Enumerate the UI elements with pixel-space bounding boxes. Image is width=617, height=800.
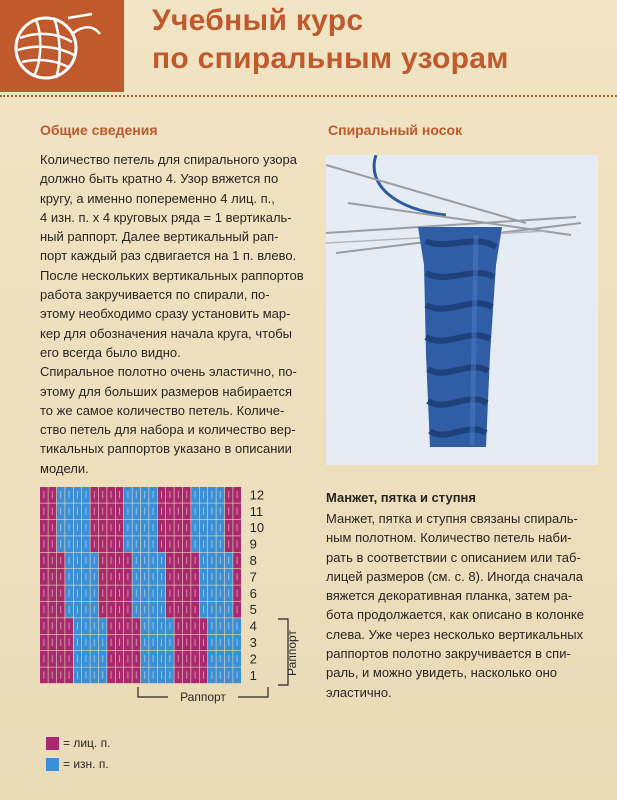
legend-knit (46, 736, 110, 750)
general-line: этому для больших размеров набирается (40, 383, 293, 399)
general-line: этому необходимо сразу установить мар- (40, 306, 291, 322)
general-line: Количество петель для спирального узора (40, 152, 297, 167)
cuff-text (326, 509, 598, 702)
legend-purl (46, 757, 109, 771)
chart-grid (40, 487, 241, 683)
general-heading: Общие сведения (40, 122, 158, 138)
knit-swatch (46, 737, 59, 750)
row-number: 9 (249, 536, 257, 552)
row-number: 7 (249, 569, 257, 585)
cuff-line: лицей размеров (см. с. 8). Иногда сначала (326, 568, 583, 584)
general-line: работа закручивается по спирали, по- (40, 287, 270, 303)
general-line: Спиральное полотно очень эластично, по- (40, 364, 297, 380)
row-number: 3 (249, 635, 257, 650)
page-title (152, 2, 612, 78)
general-text (40, 150, 308, 478)
cuff-line: эластично. (326, 684, 392, 700)
general-line: 4 изн. п. х 4 круговых ряда = 1 вертикаль- (40, 209, 292, 225)
cuff-line: раппортов полотно закручивается в спи- (326, 646, 571, 662)
page-title-line-1: Учебный курс (152, 4, 364, 37)
general-line: кругу, а именно попеременно 4 лиц. п., (40, 190, 275, 206)
sock-photo (326, 155, 598, 465)
row-number: 8 (249, 553, 257, 568)
general-line: После нескольких вертикальных раппортов (40, 267, 304, 283)
yarn-ball-icon (6, 4, 102, 88)
general-line: порт каждый раз сдвигается на 1 п. влево. (40, 248, 297, 264)
general-line: ство петель для набора и количество вер- (40, 422, 296, 438)
cuff-heading: Манжет, пятка и ступня (326, 490, 476, 505)
vertical-rapport-label: Раппорт (285, 630, 299, 676)
cuff-line: слева. Уже через несколько вертикальных (326, 626, 584, 642)
row-number: 6 (249, 585, 257, 601)
cuff-line: вяжется декоративная планка, затем ра- (326, 588, 573, 604)
cuff-line: Манжет, пятка и ступня связаны спираль- (326, 511, 578, 526)
row-number: 5 (249, 602, 257, 618)
general-line: должно быть кратно 4. Узор вяжется по (40, 171, 279, 187)
general-line: его всегда было видно. (40, 344, 181, 360)
logo-box (0, 0, 124, 92)
row-number: 11 (249, 503, 264, 519)
cuff-line: раль, и можно увидеть, насколько оно (326, 665, 558, 681)
purl-swatch (46, 758, 59, 771)
spiral-stripe (426, 273, 494, 277)
cuff-line: рать в соответствии с описанием или таб- (326, 549, 581, 565)
cuff-line: ным полотном. Количество петель наби- (326, 530, 572, 546)
general-line: тикальных раппортов указано в описании (40, 441, 292, 457)
row-number: 10 (249, 520, 265, 536)
row-number: 4 (249, 618, 257, 634)
general-line: кер для обозначения начала круга, чтобы (40, 325, 293, 341)
row-number: 1 (249, 667, 257, 683)
legend-knit-label: = лиц. п. (63, 736, 111, 750)
yarn-tail (374, 155, 446, 215)
sock-heading: Спиральный носок (328, 122, 463, 138)
cuff-line: бота продолжается, как описано в колонке (326, 607, 584, 623)
general-line: ный раппорт. Далее вертикальный рап- (40, 229, 279, 245)
legend-purl-label: = изн. п. (63, 757, 109, 771)
sock-illustration (326, 155, 598, 465)
page-title-line-2: по спиральным узорам (152, 42, 509, 75)
chart-row-labels (250, 487, 264, 682)
horizontal-rapport-label: Раппорт (180, 690, 226, 704)
row-number: 12 (249, 487, 265, 503)
row-number: 2 (249, 651, 257, 667)
general-line: модели. (40, 460, 89, 476)
general-line: то же самое количество петель. Количе- (40, 402, 285, 418)
stitch-chart (38, 485, 308, 715)
header-divider (0, 95, 617, 97)
